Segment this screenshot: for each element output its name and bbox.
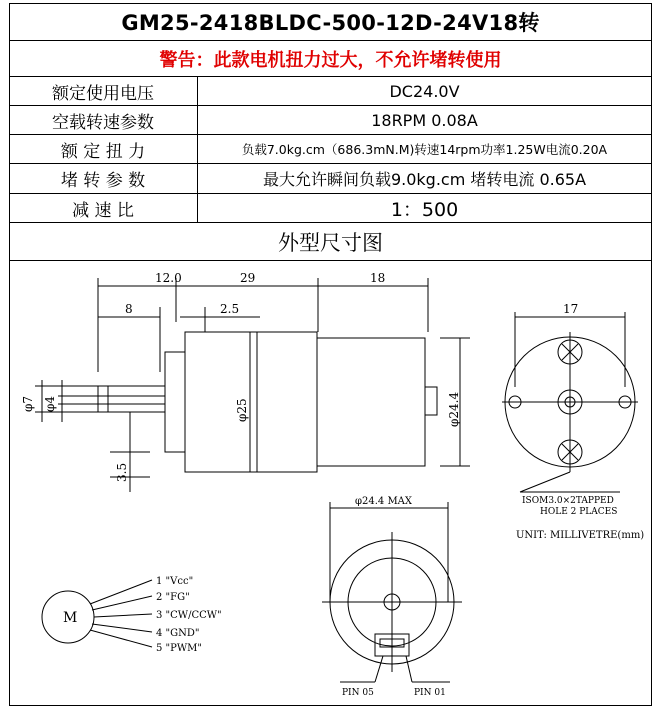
tap-note-1: ISOM3.0×2TAPPED	[522, 496, 614, 506]
dim-8: 8	[125, 302, 133, 316]
section-title: 外型尺寸图	[9, 223, 652, 261]
pin-label-2: 2 "FG"	[156, 592, 190, 603]
spec-value: 18RPM 0.08A	[371, 110, 478, 130]
pin-label-4: 4 "GND"	[156, 628, 200, 639]
tap-note-2: HOLE 2 PLACES	[540, 507, 618, 517]
dim-12: 12.0	[155, 271, 182, 285]
dim-17: 17	[563, 302, 579, 316]
spec-row-noload	[9, 106, 652, 135]
spec-key: 堵 转 参 数	[9, 164, 198, 193]
warning-text: 警告：此款电机扭力过大，不允许堵转使用	[9, 41, 652, 77]
spec-value: 负载7.0kg.cm（686.3mN.M)转速14rpm功率1.25W电流0.20A	[241, 142, 608, 157]
max-note: φ24.4 MAX	[355, 496, 413, 507]
pin-label-5: 5 "PWM"	[156, 643, 202, 654]
dim-phi25: φ25	[235, 398, 249, 422]
dim-phi4: φ4	[43, 395, 57, 412]
pin01-label: PIN 01	[414, 688, 446, 698]
spec-key: 空载转速参数	[9, 106, 198, 134]
spec-row-ratio	[9, 194, 652, 223]
dim-phi24-4: φ24.4	[447, 391, 461, 427]
spec-value: DC24.0V	[389, 81, 460, 101]
pin-label-3: 3 "CW/CCW"	[156, 610, 222, 621]
spec-row-voltage	[9, 77, 652, 106]
spec-key: 减 速 比	[9, 194, 198, 222]
spec-row-stall	[9, 164, 652, 194]
dim-2-5: 2.5	[220, 302, 240, 316]
dim-29: 29	[240, 271, 256, 285]
spec-key: 额 定 扭 力	[9, 135, 198, 163]
spec-value: 1：500	[390, 198, 459, 221]
dim-3-5: 3.5	[115, 462, 129, 482]
product-title: GM25-2418BLDC-500-12D-24V18转	[9, 3, 652, 41]
dim-phi7: φ7	[21, 395, 35, 412]
dimension-drawing	[10, 262, 651, 705]
motor-label: M	[63, 610, 78, 626]
unit-note: UNIT: MILLIVETRE(mm)	[516, 530, 645, 541]
spec-row-torque	[9, 135, 652, 164]
spec-value: 最大允许瞬间负载9.0kg.cm 堵转电流 0.65A	[262, 170, 587, 189]
dim-18: 18	[370, 271, 386, 285]
pin05-label: PIN 05	[342, 688, 374, 698]
spec-key: 额定使用电压	[9, 77, 198, 105]
pin-label-1: 1 "Vcc"	[156, 576, 194, 587]
